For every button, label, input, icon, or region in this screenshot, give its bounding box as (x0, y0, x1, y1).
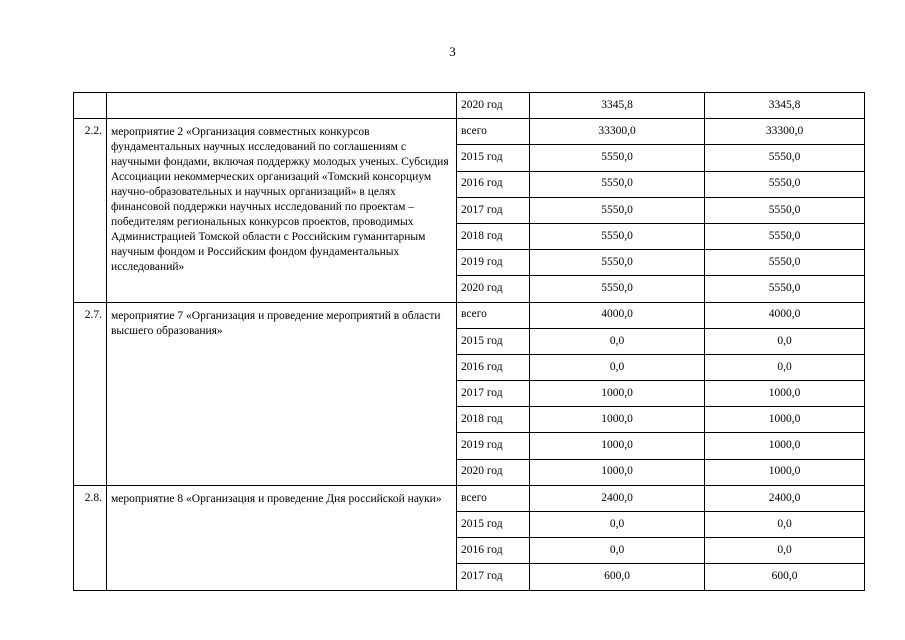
budget-value-cell: 5550,0 (705, 250, 865, 276)
budget-value-cell: 4000,0 (705, 302, 865, 328)
total-value-cell: 0,0 (530, 512, 705, 538)
total-value-cell: 3345,8 (530, 93, 705, 119)
budget-value-cell: 0,0 (705, 538, 865, 564)
budget-value-cell: 3345,8 (705, 93, 865, 119)
year-cell: 2015 год (457, 512, 530, 538)
total-value-cell: 5550,0 (530, 145, 705, 171)
row-number-cell: 2.2. (74, 119, 107, 302)
year-cell: 2019 год (457, 250, 530, 276)
year-cell: 2015 год (457, 328, 530, 354)
budget-value-cell: 5550,0 (705, 223, 865, 249)
budget-table (73, 92, 865, 591)
year-cell: 2018 год (457, 223, 530, 249)
budget-value-cell: 0,0 (705, 512, 865, 538)
total-value-cell: 1000,0 (530, 381, 705, 407)
total-value-cell: 5550,0 (530, 197, 705, 223)
budget-value-cell: 0,0 (705, 354, 865, 380)
total-value-cell: 5550,0 (530, 276, 705, 302)
year-cell: 2017 год (457, 564, 530, 590)
page-number: 3 (449, 44, 456, 59)
year-cell: 2017 год (457, 197, 530, 223)
year-cell: 2018 год (457, 407, 530, 433)
budget-value-cell: 0,0 (705, 328, 865, 354)
row-number-cell: 2.7. (74, 302, 107, 485)
budget-value-cell: 600,0 (705, 564, 865, 590)
description-cell (107, 93, 457, 119)
year-cell: 2016 год (457, 171, 530, 197)
total-value-cell: 33300,0 (530, 119, 705, 145)
year-cell: 2015 год (457, 145, 530, 171)
budget-value-cell: 2400,0 (705, 485, 865, 511)
year-cell: 2020 год (457, 459, 530, 485)
year-cell: 2016 год (457, 538, 530, 564)
total-value-cell: 0,0 (530, 354, 705, 380)
year-cell: 2020 год (457, 93, 530, 119)
total-value-cell: 4000,0 (530, 302, 705, 328)
budget-value-cell: 5550,0 (705, 276, 865, 302)
table-row (74, 485, 865, 511)
year-cell: 2016 год (457, 354, 530, 380)
description-cell: мероприятие 7 «Организация и проведение мероприятий в области высшего образования» (107, 302, 457, 485)
table-row (74, 119, 865, 145)
table-row (74, 93, 865, 119)
description-cell: мероприятие 8 «Организация и проведение Дня российской науки» (107, 485, 457, 590)
total-value-cell: 5550,0 (530, 171, 705, 197)
total-value-cell: 1000,0 (530, 433, 705, 459)
row-number-cell (74, 93, 107, 119)
table-row (74, 302, 865, 328)
budget-value-cell: 5550,0 (705, 145, 865, 171)
budget-value-cell: 1000,0 (705, 407, 865, 433)
total-value-cell: 600,0 (530, 564, 705, 590)
total-value-cell: 5550,0 (530, 223, 705, 249)
budget-value-cell: 5550,0 (705, 197, 865, 223)
total-value-cell: 1000,0 (530, 407, 705, 433)
budget-value-cell: 1000,0 (705, 381, 865, 407)
year-cell: 2020 год (457, 276, 530, 302)
description-cell: мероприятие 2 «Организация совместных конкурсов фундаментальных научных исследований по соглашениям с научными фондами, включая поддержку молодых ученых. Субсидия Ассоциации некоммерческих организаций «Томский консорциум научно-образовательных и научных организаций» в целях финансовой поддержки научных исследований по проектам – победителям региональных конкурсов проектов, проводимых Администрацией Томской области с Российским гуманитарным научным фондом и Российским фондом фундаментальных исследований» (107, 119, 457, 302)
total-value-cell: 1000,0 (530, 459, 705, 485)
year-cell: всего (457, 485, 530, 511)
total-value-cell: 2400,0 (530, 485, 705, 511)
budget-value-cell: 1000,0 (705, 459, 865, 485)
budget-value-cell: 33300,0 (705, 119, 865, 145)
total-value-cell: 5550,0 (530, 250, 705, 276)
total-value-cell: 0,0 (530, 538, 705, 564)
row-number-cell: 2.8. (74, 485, 107, 590)
budget-value-cell: 1000,0 (705, 433, 865, 459)
year-cell: всего (457, 119, 530, 145)
year-cell: всего (457, 302, 530, 328)
year-cell: 2017 год (457, 381, 530, 407)
total-value-cell: 0,0 (530, 328, 705, 354)
year-cell: 2019 год (457, 433, 530, 459)
budget-value-cell: 5550,0 (705, 171, 865, 197)
